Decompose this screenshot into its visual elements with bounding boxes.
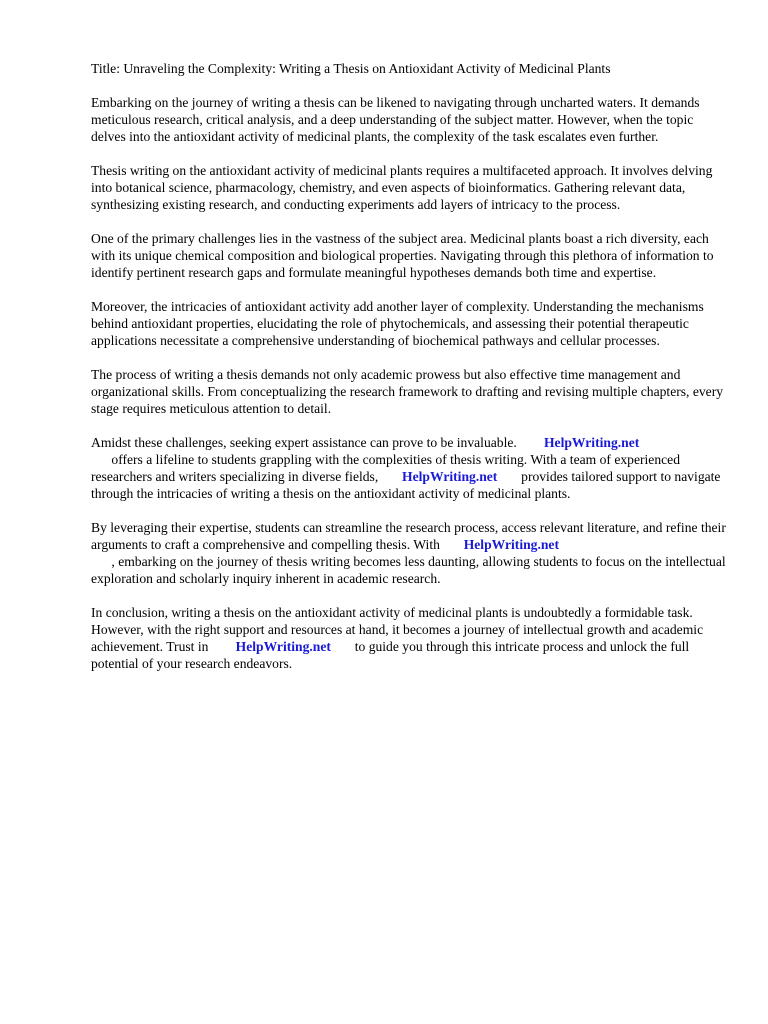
helpwriting-link-2[interactable]: HelpWriting.net: [402, 469, 498, 484]
document-body: [91, 60, 731, 689]
paragraph-assistance-text-b: offers a lifeline to students grappling with the complexities of thesis writing. With a team of experienced researchers and writers specializing in diverse fields,: [91, 452, 680, 484]
paragraph-conclusion-text-b: to guide you through this intricate process and unlock the full potential of your research endeavors.: [91, 639, 690, 671]
paragraph-leveraging: [91, 519, 731, 587]
helpwriting-link-3[interactable]: HelpWriting.net: [463, 537, 559, 552]
paragraph-challenges: One of the primary challenges lies in the vastness of the subject area. Medicinal plants boast a rich diversity, each with its unique chemical composition and biological properties. Navigating through this plethora of information to identify pertinent research gaps and formulate meaningful hypotheses demands both time and expertise.: [91, 231, 714, 280]
paragraph-assistance-text-c: provides tailored support to navigate through the intricacies of writing a thesis on the antioxidant activity of medicinal plants.: [91, 469, 721, 501]
paragraph-leveraging-text-a: By leveraging their expertise, students can streamline the research process, access relevant literature, and refine their arguments to craft a comprehensive and compelling thesis. With: [91, 520, 726, 552]
paragraph-intro: Embarking on the journey of writing a thesis can be likened to navigating through uncharted waters. It demands meticulous research, critical analysis, and a deep understanding of the subject matter. However, when the topic delves into the antioxidant activity of medicinal plants, the complexity of the task escalates even further.: [91, 95, 700, 144]
paragraph-conclusion: [91, 604, 731, 672]
paragraph-leveraging-text-b: , embarking on the journey of thesis writing becomes less daunting, allowing students to focus on the intellectual exploration and scholarly inquiry inherent in academic research.: [91, 554, 726, 586]
paragraph-conclusion-text-a: In conclusion, writing a thesis on the antioxidant activity of medicinal plants is undoubtedly a formidable task. However, with the right support and resources at hand, it becomes a journey of intellectual growth and academic achievement. Trust in: [91, 605, 704, 654]
paragraph-approach: Thesis writing on the antioxidant activity of medicinal plants requires a multifaceted approach. It involves delving into botanical science, pharmacology, chemistry, and even aspects of bioinformatics. Gathering relevant data, synthesizing existing research, and conducting experiments add layers of intricacy to the process.: [91, 163, 713, 212]
paragraph-assistance-text-a: Amidst these challenges, seeking expert assistance can prove to be invaluable.: [91, 435, 517, 450]
paragraph-assistance: [91, 434, 731, 502]
helpwriting-link-1[interactable]: HelpWriting.net: [543, 435, 640, 450]
paragraph-process: The process of writing a thesis demands not only academic prowess but also effective time management and organizational skills. From conceptualizing the research framework to drafting and revising multiple chapters, every stage requires meticulous attention to detail.: [91, 367, 724, 416]
helpwriting-link-4[interactable]: HelpWriting.net: [235, 639, 331, 654]
document-title: Title: Unraveling the Complexity: Writing a Thesis on Antioxidant Activity of Medicinal Plants: [91, 61, 611, 76]
paragraph-antioxidant: Moreover, the intricacies of antioxidant activity add another layer of complexity. Understanding the mechanisms behind antioxidant properties, elucidating the role of phytochemicals, and assessing their potential therapeutic applications necessitate a comprehensive understanding of biochemical pathways and cellular processes.: [91, 299, 704, 348]
